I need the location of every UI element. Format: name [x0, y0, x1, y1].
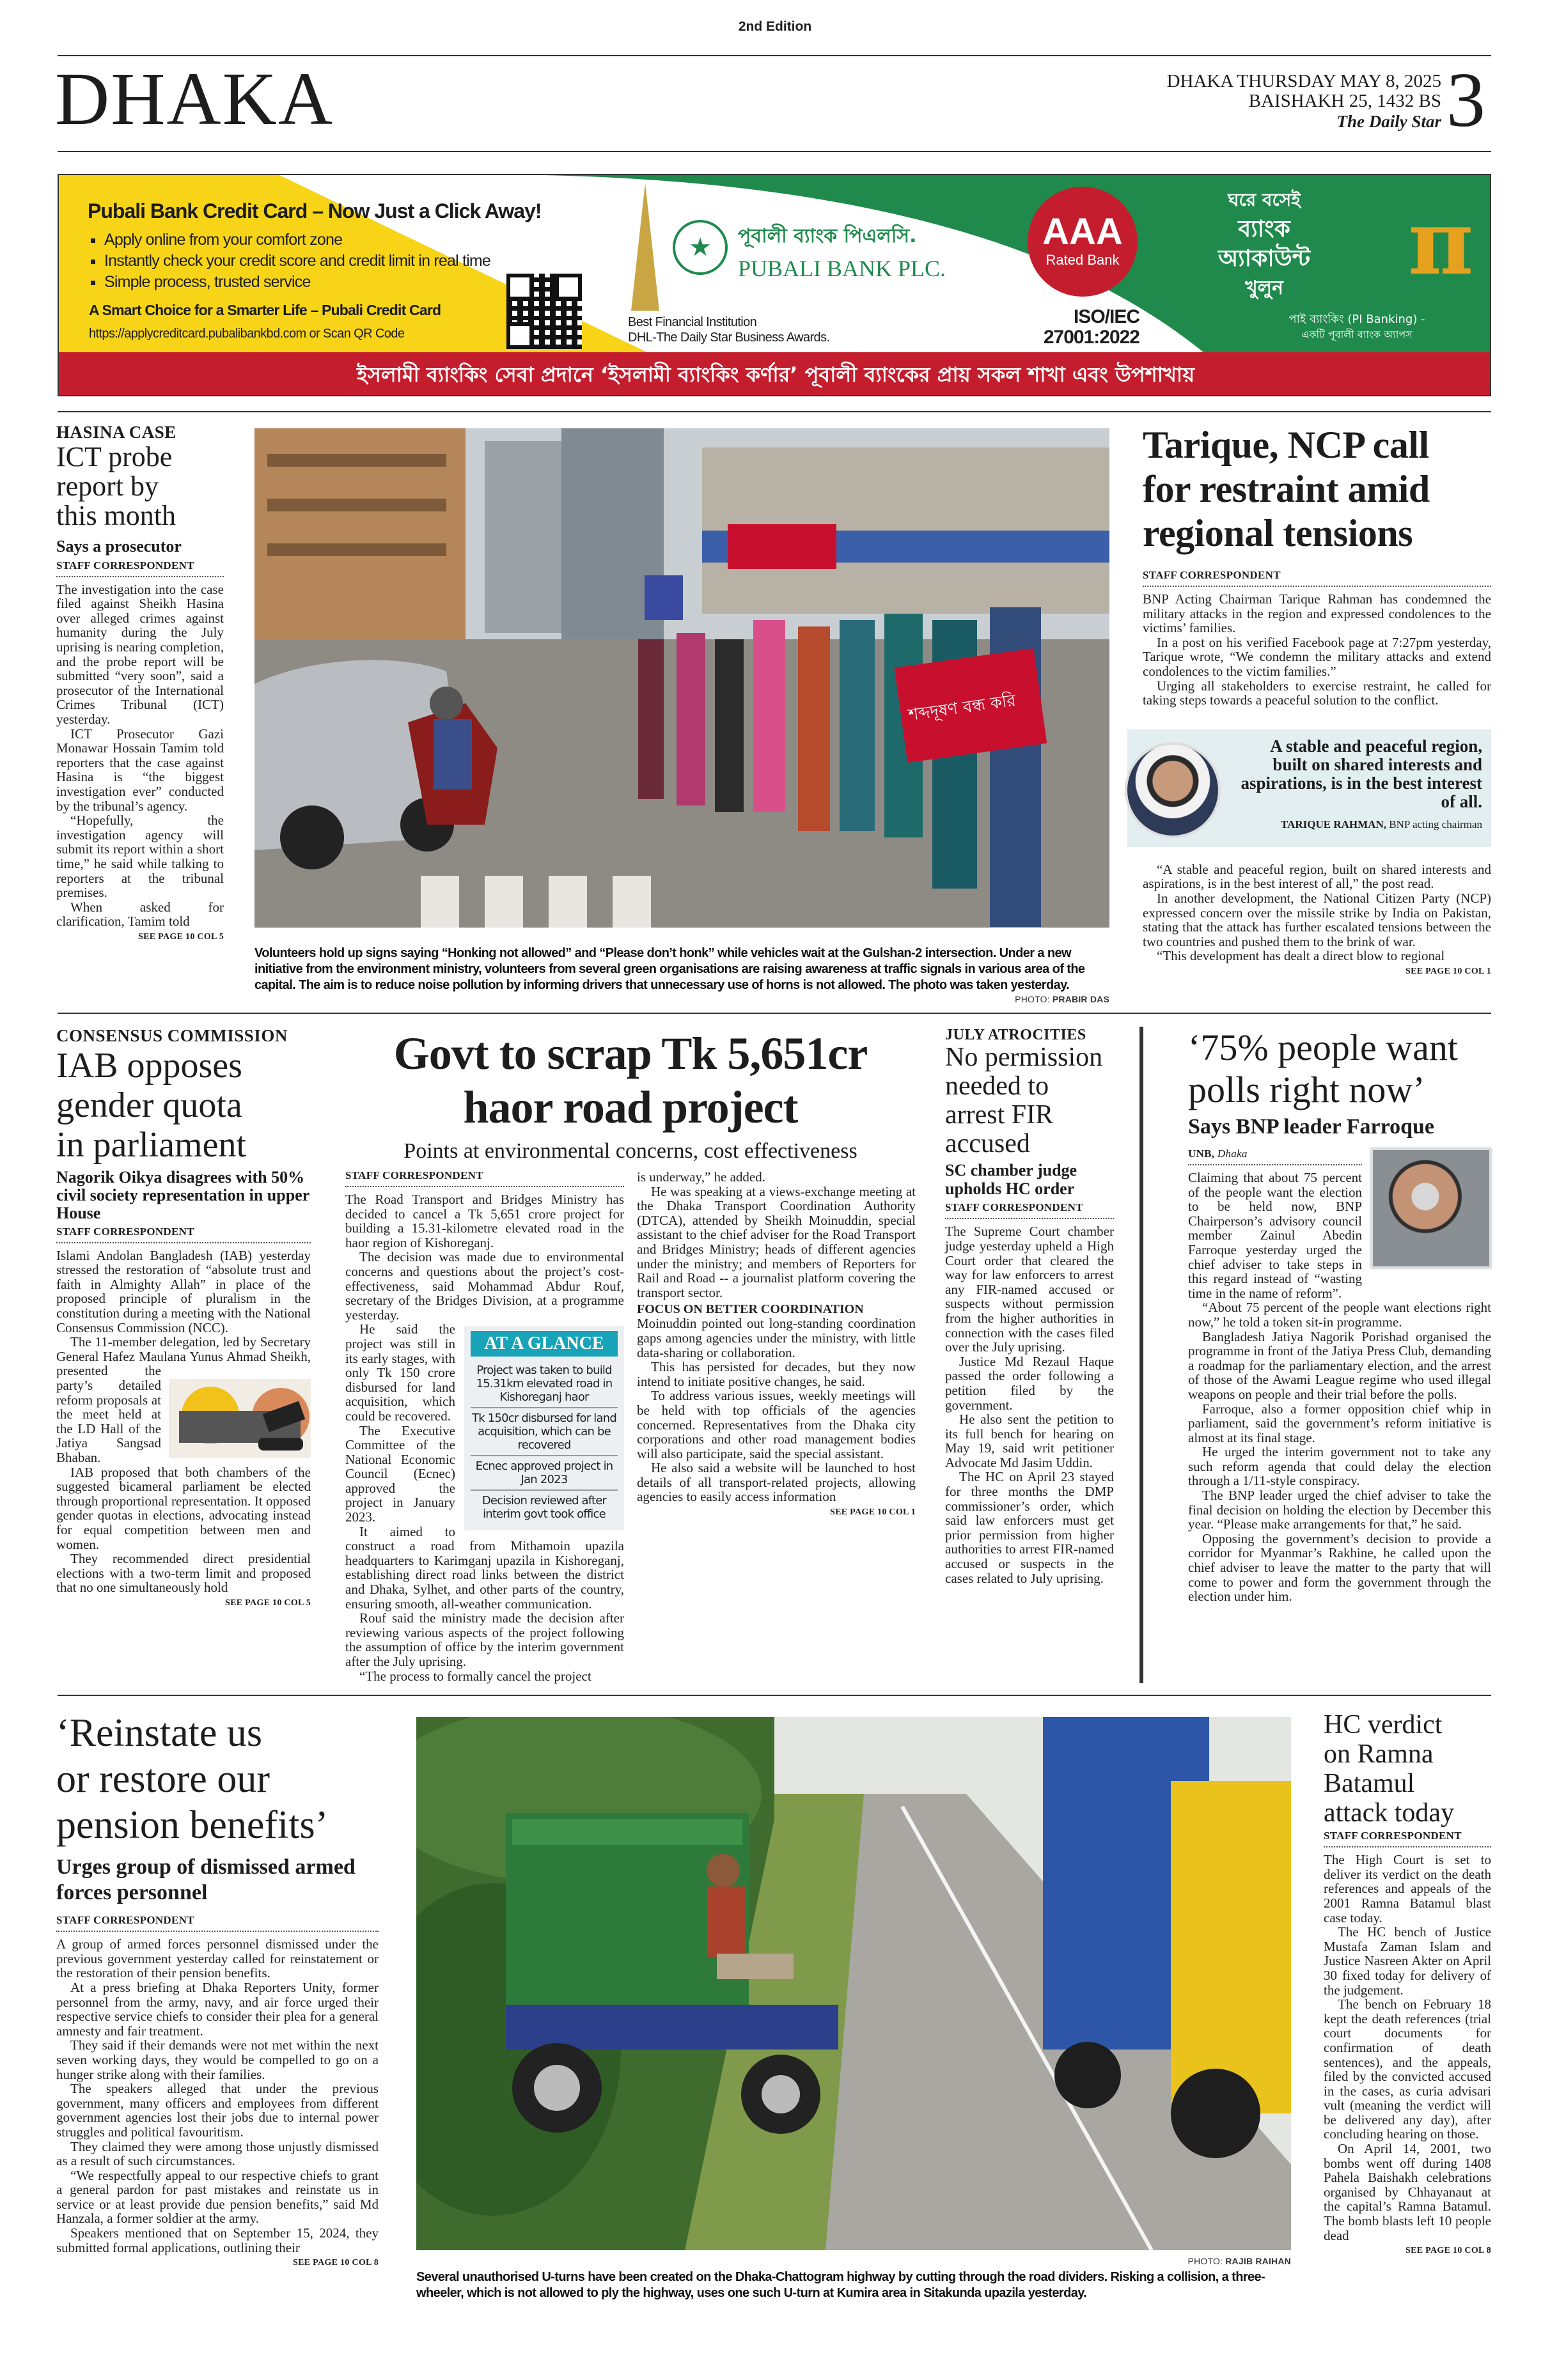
paragraph: He urged the interim government not to take any such reform agenda that could delay the election through a 1/11-style conspiracy.: [1188, 1444, 1491, 1489]
banner-text: ইসলামী ব্যাংকিং সেবা প্রদানে ‘ইসলামী ব্যাংকিং কর্ণার’ পূবালী ব্যাংকের প্রায় সকল শাখা এবং উপশাখায়: [356, 362, 1195, 387]
iso-line: ISO/IEC: [1073, 306, 1139, 327]
paragraph: At a press briefing at Dhaka Reporters Unity, former personnel from the army, navy, and air force urged their respective service chiefs to consider their plea for a general amnesty and fair treatment.: [56, 1979, 379, 2039]
subhead: FOCUS ON BETTER COORDINATION: [637, 1302, 864, 1317]
tarique-portrait: [1125, 742, 1221, 838]
paragraph: He also said a website will be launched to host details of all transport-related projects, allowing agencies to easily access information: [637, 1460, 916, 1505]
paragraph: Claiming that about 75 percent of the people want the election to be held now, BNP Chairperson’s advisory council member Zainul Abedin Farroque yesterday urged the chief adviser to take steps in this regard instead of “wasting time in the name of reform”.: [1188, 1170, 1362, 1301]
photo-credit: [254, 995, 1109, 1004]
paragraph: The High Court is set to deliver its verdict on the death references and appeals of the 2001 Ramna Batamul blast case today.: [1324, 1852, 1491, 1925]
story-headline[interactable]: Govt to scrap Tk 5,651cr haor road project: [393, 1028, 868, 1133]
qr-code-icon[interactable]: [506, 274, 582, 349]
story-deck: Urges group of dismissed armed forces personnel: [56, 1855, 356, 1905]
ad-bullet: ▪ Apply online from your comfort zone: [104, 229, 490, 251]
byline-agency: UNB,: [1188, 1148, 1215, 1160]
page-number: 3: [1446, 57, 1485, 143]
photo-honking-volunteers: [254, 428, 1109, 928]
ad-headline: Pubali Bank Credit Card – Now Just a Click Away!: [88, 199, 542, 222]
byline: STAFF CORRESPONDENT: [56, 1226, 311, 1243]
glance-item: Ecnec approved project in Jan 2023: [471, 1456, 618, 1491]
paragraph: The bench on February 18 kept the death references (trial court documents for confirmation of death sentences), and the appeals, filed by the convicted accused in the cases, as curia advisari vult (meaning the verdict will be delivered any day), after concluding hearing on those.: [1324, 1996, 1491, 2142]
paragraph: In a post on his verified Facebook page at 7:27pm yesterday, Tarique wrote, “We condemn the military attacks and extend condolences to the victim families.”: [1143, 634, 1491, 679]
story-kicker: HASINA CASE: [56, 423, 176, 442]
pubali-bank-advertisement[interactable]: [58, 174, 1491, 396]
iso-line: 27001:2022: [1043, 327, 1139, 348]
paragraph: The decision was made due to environmental concerns and questions about the project’s cost-effectiveness, said Mohammad Abdur Rouf, secretary of the Bridges Division, at a programme yesterday.: [345, 1249, 624, 1323]
glance-title: AT A GLANCE: [471, 1331, 618, 1357]
story-body: [1324, 1853, 1491, 2243]
story-kicker: JULY ATROCITIES: [945, 1027, 1086, 1043]
paragraph: “A stable and peaceful region, built on shared interests and aspirations, is in the best interest of all,” the post read.: [1143, 861, 1491, 892]
award-line: DHL-The Daily Star Business Awards.: [628, 331, 830, 345]
paragraph: The speakers alleged that under the previous government, many officers and employees from different government agencies lost their jobs due to internal power struggles and political favouritism.: [56, 2081, 379, 2140]
photo-column-honking: [254, 423, 1109, 1004]
story-deck: Says a prosecutor: [56, 536, 182, 556]
story-headline[interactable]: ‘Reinstate us or restore our pension benefits’: [56, 1711, 329, 1847]
story-body: [1143, 592, 1491, 708]
paragraph: ICT Prosecutor Gazi Monawar Hossain Tamim told reporters that the case against Hasina is “the biggest investigation ever” conducted by the tribunal’s agency.: [56, 726, 224, 814]
daily-star-logo: The Daily Star: [1336, 112, 1441, 131]
continued-jump[interactable]: SEE PAGE 10 COL 8: [293, 2258, 379, 2268]
pull-quote-box: [1127, 729, 1491, 847]
ad-bullet: ▪ Instantly check your credit score and credit limit in real time: [104, 251, 490, 272]
paragraph: Farroque, also a former opposition chief whip in parliament, said the government’s reform initiative is almost at its final stage.: [1188, 1401, 1491, 1445]
aaa-rating-badge: [1028, 187, 1138, 297]
story-body: [345, 1192, 624, 1683]
at-a-glance-box: [464, 1326, 624, 1530]
story-headline[interactable]: HC verdict on Ramna Batamul attack today: [1324, 1710, 1455, 1828]
glance-item: Project was taken to build 15.31km elevated road in Kishoreganj haor: [471, 1360, 618, 1408]
section-title: DHAKA: [55, 57, 334, 141]
story-deck: SC chamber judge upholds HC order: [945, 1161, 1077, 1199]
parliament-illustration: [169, 1379, 311, 1458]
column-1: [345, 1170, 624, 1683]
paragraph: Opposing the government’s decision to provide a corridor for Myanmar’s Rakhine, he called upon the chief adviser to leave the matter to the party that will come to power and form the government through the election under him.: [1188, 1530, 1491, 1605]
paragraph: They said if their demands were not met within the next seven working days, they would be compelled to go on a hunger strike along with their families.: [56, 2037, 379, 2082]
paragraph: BNP Acting Chairman Tarique Rahman has condemned the military attacks in the region and expressed condolences to the victims’ families.: [1143, 591, 1491, 636]
paragraph: He also sent the petition to its full bench for hearing on May 19, said writ petitioner Advocate Md Jasim Uddin.: [945, 1412, 1114, 1470]
paragraph: The investigation into the case filed against Sheikh Hasina over alleged crimes against humanity during the July uprising is nearing completion, and the probe report will be submitted “very soon”, said a prosecutor of the International Crimes Tribunal (ICT) yesterday.: [56, 581, 224, 727]
paragraph: “This development has dealt a direct blow to regional: [1157, 948, 1445, 964]
paragraph: The HC on April 23 stayed for three months the DMP commissioner’s order, which said law enforcers must get prior permission from higher authorities to arrest FIR-named accused or suspects in the cases related to July uprising.: [945, 1469, 1114, 1586]
paragraph: is underway,” he added.: [637, 1169, 765, 1185]
byline: STAFF CORRESPONDENT: [1143, 570, 1491, 587]
dateline-block: [1167, 72, 1441, 132]
paragraph: “About 75 percent of the people want elections right now,” he told a token sit-in programme.: [1188, 1300, 1491, 1330]
ad-red-banner: [59, 352, 1491, 396]
paragraph: The BNP leader urged the chief adviser to take the final decision on holding the election by December this year. “Please make arrangements for that,” he said.: [1188, 1488, 1491, 1532]
story-iab-gender-quota: [56, 1027, 311, 1608]
paragraph: On April 14, 2001, two bombs went off during 1408 Pahela Baishakh celebrations organised by Chhayanaut at the capital’s Ramna Batamul. The bomb blasts left 10 people dead: [1324, 2141, 1491, 2243]
masthead-bottom-rule: [58, 151, 1491, 152]
paragraph: To address various issues, weekly meetings will be held with top officials of the agencies concerned. Representatives from the Dhaka city corporations and other road management bodies will also participate, said the special assistant.: [637, 1388, 916, 1461]
continued-jump[interactable]: SEE PAGE 10 COL 5: [138, 931, 224, 942]
paragraph: “We respectfully appeal to our respective chiefs to grant a general pardon for past mistakes and reinstate us in service or at least provide due pension benefits,” said Md Hanzala, a former soldier at the army.: [56, 2167, 379, 2227]
photo-caption: Volunteers hold up signs saying “Honking not allowed” and “Please don’t honk” while vehicles wait at the Gulshan-2 intersection. Under a new initiative from the environment ministry, volunteers from several green organisations are raising awareness at traffic signals in various area of the capital. The aim is to reduce noise pollution by informing drivers that unnecessary use of horns is not allowed. The photo was taken yesterday.: [254, 946, 1085, 992]
byline: STAFF CORRESPONDENT: [56, 1915, 379, 1932]
story-body: [56, 582, 224, 929]
rating: AAA: [1042, 211, 1123, 253]
highway-photo: [416, 1717, 1291, 2250]
paragraph: The Supreme Court chamber judge yesterday upheld a High Court order that cleared the way for law enforcers to arrest any FIR-named accused or suspects without permission from the higher authorities in connection with the cases filed over the July uprising.: [945, 1224, 1114, 1355]
quote-attribution: [1235, 819, 1482, 830]
ad-tagline: A Smart Choice for a Smarter Life – Pubali Credit Card: [89, 302, 441, 318]
story-body: [56, 1248, 311, 1595]
paragraph: He was speaking at a views-exchange meeting at the Dhaka Transport Coordination Authority (DTCA), attended by Sheikh Moinuddin, special assistant to the chief adviser for the Road Transport and Bridges Ministry; heads of different agencies under the ministry; and members of Reporters for Rail and Road -- a journalist platform covering the transport sector.: [637, 1183, 916, 1300]
story-body: [637, 1170, 916, 1504]
continued-jump[interactable]: SEE PAGE 10 COL 8: [1405, 2246, 1491, 2256]
promo-line: ঘরে বসেই: [1228, 189, 1301, 210]
paragraph: They recommended direct presidential elections with a two-term limit and proposed that no one simultaneously hold: [56, 1551, 311, 1596]
promo-line: খুলুন: [1245, 277, 1283, 299]
paragraph: When asked for clarification, Tamim told: [56, 899, 224, 929]
sign-text: শব্দদূষণ বন্ধ করি: [907, 690, 1017, 726]
byline: STAFF CORRESPONDENT: [945, 1202, 1114, 1219]
column-2: [637, 1170, 916, 1517]
story-body: [56, 1937, 379, 2255]
rating-label: Rated Bank: [1045, 252, 1120, 268]
paragraph: Urging all stakeholders to exercise restraint, he called for taking steps towards a peaceful solution to the conflict.: [1143, 678, 1491, 708]
paragraph: Bangladesh Jatiya Nagorik Porishad organised the programme in front of the Jatiya Press Club, demanding a roadmap for the parliamentary election, and the arrest of those of the Awami League regime who used illegal weapons on people and their trial before the polls.: [1188, 1328, 1491, 1402]
paragraph: The 11-member delegation, led by Secretary General Hafez Maulana Yunus Ahmad Sheikh, presented the party’s detailed reform proposals at the meet held at the LD Hall of the Jatiya Sangsad Bhaban.: [56, 1334, 311, 1465]
row-2: [0, 1014, 1550, 1683]
paragraph: The Executive Committee of the National Economic Council (Ecnec) approved the project in January 2023.: [345, 1422, 455, 1525]
credit-name: RAJIB RAIHAN: [1225, 2256, 1291, 2267]
photo-column-uturn: [416, 1710, 1291, 2301]
glance-item: Tk 150cr disbursed for land acquisition, which can be recovered: [471, 1408, 618, 1456]
paragraph: The Road Transport and Bridges Ministry has decided to cancel a Tk 5,651 crore project for building a 15.31-kilometre elevated road in the haor region of Kishoreganj.: [345, 1192, 624, 1250]
column-divider: [1139, 1027, 1143, 1683]
story-headline[interactable]: ICT probe report by this month: [56, 440, 176, 531]
byline: STAFF CORRESPONDENT: [1324, 1830, 1491, 1847]
edition-label: 2nd Edition: [738, 19, 812, 34]
story-headline[interactable]: IAB opposes gender quota in parliament: [56, 1045, 247, 1165]
paragraph: “Hopefully, the investigation agency will submit its report within a short time,” he said while talking to reporters at the tribunal premises.: [56, 813, 224, 901]
story-body: [945, 1224, 1114, 1585]
story-kicker: CONSENSUS COMMISSION: [56, 1026, 288, 1045]
paragraph: Justice Md Rezaul Haque passed the order following a petition filed by the government.: [945, 1353, 1114, 1413]
paragraph: They claimed they were among those unjustly dismissed as a result of such circumstances.: [56, 2138, 379, 2169]
byline-place: Dhaka: [1217, 1148, 1248, 1160]
continued-jump[interactable]: SEE PAGE 10 COL 5: [225, 1598, 311, 1608]
promo-line: ব্যাংক: [1238, 216, 1290, 242]
story-polls-right-now: [1188, 1027, 1491, 1604]
photo-uturn-three-wheeler: [416, 1717, 1291, 2250]
byline: STAFF CORRESPONDENT: [345, 1170, 624, 1187]
ad-bullet: ▪ Simple process, trusted service: [104, 272, 490, 293]
ad-bullets: [88, 229, 490, 293]
pubali-logo-emblem: ★: [673, 220, 728, 275]
paragraph: IAB proposed that both chambers of the suggested bicameral parliament be elected through proportional representation. It opposed gender quotas in elections, advocating instead for equal competition between men and women.: [56, 1464, 311, 1552]
story-body-continued: [1143, 862, 1491, 963]
ad-url-link[interactable]: https://applycreditcard.pubalibankbd.com or Scan QR Code: [89, 327, 405, 341]
story-deck: Points at environmental concerns, cost effectiveness: [403, 1139, 857, 1163]
award-trophy-icon: [631, 183, 659, 311]
paragraph: Speakers mentioned that on September 15, 2024, they submitted formal applications, outlining their: [56, 2225, 379, 2255]
app-line: একটি পূবালী ব্যাংক অ্যাপস: [1301, 329, 1413, 341]
iso-certification: [1012, 307, 1139, 348]
credit-label: PHOTO:: [1187, 2256, 1223, 2267]
story-headline[interactable]: Tarique, NCP call for restraint amid regional tensions: [1143, 424, 1430, 554]
award-text: [628, 315, 829, 345]
story-columns: [345, 1170, 916, 1683]
story-headline[interactable]: No permission needed to arrest FIR accused: [945, 1043, 1103, 1159]
paragraph: In another development, the National Citizen Party (NCP) expressed concern over the missile strike by India on Pakistan, stating that the attack has further escalated tensions between the two countries and pushed them to the brink of war.: [1143, 890, 1491, 949]
pi-banking-text: [1261, 312, 1453, 343]
paragraph: The HC bench of Justice Mustafa Zaman Islam and Justice Nasreen Akter on April 30 fixed today for delivery of the judgement.: [1324, 1924, 1491, 1998]
promo-line: অ্যাকাউন্ট: [1217, 245, 1311, 272]
story-tarique-restraint: [1143, 423, 1491, 976]
story-pension-benefits: [56, 1710, 379, 2267]
bengali-date: BAISHAKH 25, 1432 BS: [1248, 91, 1441, 111]
dateline: DHAKA THURSDAY MAY 8, 2025: [1166, 71, 1441, 91]
ad-promo-bengali: [1159, 185, 1370, 303]
story-headline[interactable]: ‘75% people want polls right now’: [1188, 1027, 1458, 1110]
story-deck: Nagorik Oikya disagrees with 50% civil society representation in upper House: [56, 1167, 309, 1222]
masthead-top-rule: [58, 55, 1491, 56]
pull-quote: A stable and peaceful region, built on shared interests and aspirations, is in the best interest of all.: [1241, 736, 1482, 811]
page-header: [0, 0, 1550, 412]
paragraph: He said the project was still in its early stages, with only Tk 150 crore disbursed for land acquisition, which could be recovered.: [345, 1321, 455, 1424]
photo-caption: Several unauthorised U-turns have been created on the Dhaka-Chattogram highway by cutting through the road dividers. Risking a collision, a three-wheeler, which is not allowed to ply the highway, uses one such U-turn at Kumira area in Sitakunda upazila yesterday.: [416, 2270, 1265, 2301]
award-line: Best Financial Institution: [628, 315, 757, 329]
paragraph: “The process to formally cancel the project: [359, 1668, 591, 1684]
farroque-photo: [1371, 1148, 1491, 1268]
story-july-atrocities: [945, 1027, 1114, 1585]
story-ict-probe: [56, 423, 224, 942]
credit-label: PHOTO:: [1015, 994, 1050, 1004]
paragraph: Rouf said the ministry made the decision after reviewing various aspects of the project following the assumption of office by the interim government after the July uprising.: [345, 1610, 624, 1669]
quote-role: BNP acting chairman: [1389, 818, 1482, 830]
app-line: পাই ব্যাংকিং (PI Banking) -: [1288, 313, 1425, 326]
quote-name: TARIQUE RAHMAN,: [1281, 818, 1387, 830]
continued-jump[interactable]: SEE PAGE 10 COL 1: [1405, 966, 1491, 976]
bank-name-bengali: পূবালী ব্যাংক পিএলসি.: [738, 225, 917, 247]
pi-banking-logo-icon: π: [1408, 191, 1474, 295]
credit-name: PRABIR DAS: [1052, 994, 1109, 1004]
paragraph: Moinuddin pointed out long-standing coordination gaps among agencies under the ministry, with little data-sharing or collaboration.: [637, 1316, 916, 1360]
street-photo: [254, 428, 1109, 928]
continued-jump[interactable]: SEE PAGE 10 COL 1: [830, 1507, 916, 1518]
row-1: [0, 412, 1550, 1004]
story-haor-road-project: [345, 1027, 916, 1683]
paragraph: A group of armed forces personnel dismissed under the previous government yesterday called for reinstatement or the restoration of their pension benefits.: [56, 1936, 379, 1981]
glance-item: Decision reviewed after interim govt took office: [481, 1494, 607, 1521]
story-ramna-batamul-verdict: [1324, 1710, 1491, 2255]
story-deck: Says BNP leader Farroque: [1188, 1115, 1435, 1139]
paragraph: Islami Andolan Bangladesh (IAB) yesterday stressed the restoration of “absolute trust and faith in Almighty Allah” in place of the proposed principle of pluralism in the constitution during a meeting with the National Consensus Commission (NCC).: [56, 1247, 311, 1335]
byline: [1188, 1148, 1362, 1165]
row-3: [0, 1696, 1550, 2327]
bank-name: PUBALI BANK PLC.: [738, 256, 946, 281]
paragraph: This has persisted for decades, but they now intend to initiate positive changes, he said.: [637, 1359, 916, 1389]
byline: STAFF CORRESPONDENT: [56, 560, 224, 577]
paragraph: It aimed to construct a road from Mithamoin upazila headquarters to Karimganj upazila in Kishoreganj, establishing direct road links between the district and Dhaka, Sylhet, and other parts of the country, ensuring smooth, all-weather communication.: [345, 1523, 624, 1612]
photo-credit: [416, 2257, 1291, 2266]
